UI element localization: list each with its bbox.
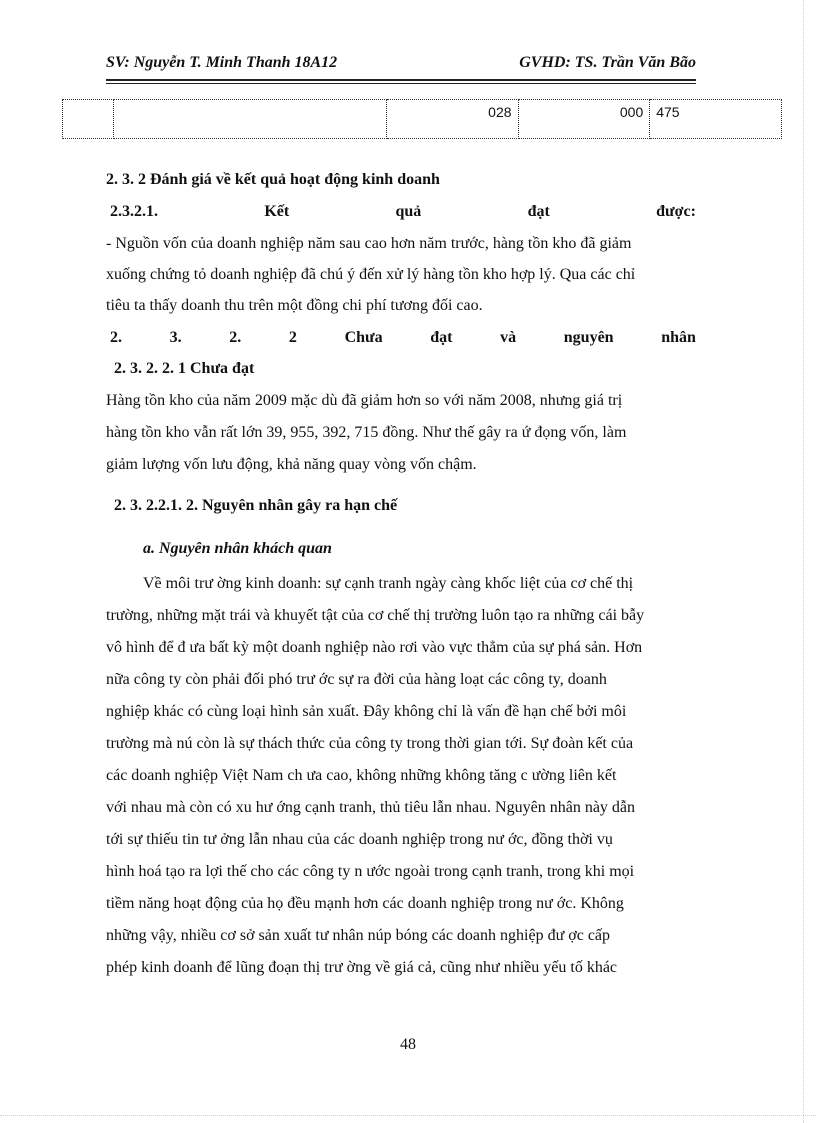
page-header [106,48,696,78]
paragraph-line: các doanh nghiệp Việt Nam ch ưa cao, không những không tăng c ường liên kết [106,767,617,784]
table-cell: 475 [650,100,782,139]
heading-word: Kết [264,203,290,220]
paragraph-line: phép kinh doanh để lũng đoạn thị trư ờng về giá cả, cũng như nhiều yếu tố khác [106,959,618,976]
page-edge-right [803,0,804,1123]
paragraph-line: những vậy, nhiều cơ sở sản xuất tư nhân núp bóng các doanh nghiệp đư ợc cấp [106,927,611,944]
heading-word: nguyên [563,329,614,346]
paragraph-line: trường, những mặt trái và khuyết tật của cơ chế thị trường luôn tạo ra những cái bẫy [106,607,645,624]
paragraph-line: xuống chứng tỏ doanh nghiệp đã chú ý đến xử lý hàng tồn kho hợp lý. Qua các chỉ [106,266,636,283]
heading-word: đạt [430,329,453,346]
paragraph-line: nghiệp khác có cùng loại hình sản xuất. Đây không chỉ là vấn đề hạn chế bởi môi [106,703,627,720]
paragraph-line: hàng tồn kho vẫn rất lớn 39, 955, 392, 715 đồng. Như thế gây ra ứ đọng vốn, làm [106,424,627,441]
paragraph-line: nữa công ty còn phải đối phó trư ớc sự ra đời của hàng loạt các công ty, doanh [106,671,607,688]
heading-word: Chưa [344,329,383,346]
paragraph-line: Về môi trư ờng kinh doanh: sự cạnh tranh ngày càng khốc liệt của cơ chế thị [143,575,634,592]
paragraph-line: trường mà nú còn là sự thách thức của công ty trong thời gian tới. Sự đoàn kết của [106,735,634,752]
heading-word: 2. [229,329,242,346]
subheading-results [110,203,696,221]
table-row [63,100,782,139]
table-cell [114,100,387,139]
paragraph-line: Hàng tồn kho của năm 2009 mặc dù đã giảm hơn so với năm 2008, nhưng giá trị [106,392,623,409]
paragraph-line: với nhau mà còn có xu hư ớng cạnh tranh, thủ tiêu lẫn nhau. Nguyên nhân này dẫn [106,799,636,816]
table-cell: 000 [518,100,650,139]
paragraph-line: hình hoá tạo ra lợi thế cho các công ty n ước ngoài trong cạnh tranh, trong khi mọi [106,863,635,880]
heading-word: được: [656,203,696,220]
header-student: SV: Nguyễn T. Minh Thanh 18A12 [106,54,338,71]
heading-word: nhân [661,329,696,346]
subheading-objective-causes: a. Nguyên nhân khách quan [143,540,332,557]
subheading-chua-dat: 2. 3. 2. 2. 1 Chưa đạt [114,360,255,377]
heading-word: đạt [527,203,550,220]
section-heading: 2. 3. 2 Đánh giá về kết quả hoạt động kinh doanh [106,171,440,188]
paragraph-line: tiềm năng hoạt động của họ đều mạnh hơn các doanh nghiệp trong nư ớc. Không [106,895,624,912]
heading-word: 2.3.2.1. [110,203,158,220]
table-cell: 028 [386,100,518,139]
subheading-causes: 2. 3. 2.2.1. 2. Nguyên nhân gây ra hạn chế [114,497,398,514]
table-cell [63,100,114,139]
heading-word: và [500,329,517,346]
paragraph-line: - Nguồn vốn của doanh nghiệp năm sau cao hơn năm trước, hàng tồn kho đã giảm [106,235,632,252]
paragraph-line: vô hình để đ ưa bất kỳ một doanh nghiệp nào rơi vào vực thẳm của sự phá sản. Hơn [106,639,643,656]
data-table [62,99,782,139]
heading-word: 2 [288,329,297,346]
heading-word: 3. [169,329,182,346]
header-rule [106,79,696,81]
page-number: 48 [400,1036,416,1053]
page-edge-bottom [0,1115,816,1116]
paragraph-line: giảm lượng vốn lưu động, khả năng quay vòng vốn chậm. [106,456,477,473]
heading-word: quả [395,203,422,220]
paragraph-line: tới sự thiếu tin tư ởng lẫn nhau của các doanh nghiệp trong nư ớc, đồng thời vụ [106,831,613,848]
header-rule-thin [106,83,696,84]
header-supervisor: GVHD: TS. Trần Văn Bão [519,54,696,71]
paragraph-line: tiêu ta thấy doanh thu trên một đồng chi phí tương đối cao. [106,297,483,314]
heading-word: 2. [110,329,122,346]
subheading-not-achieved [110,329,696,347]
